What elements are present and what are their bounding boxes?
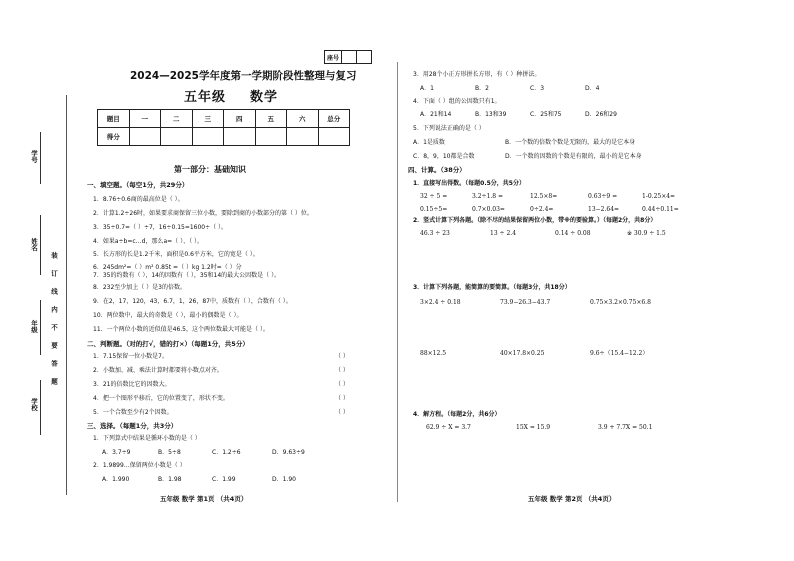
score-table-header	[98, 110, 350, 128]
seal-char: 要	[50, 342, 58, 349]
vertical-calc-item: 46.3 ÷ 23	[420, 230, 450, 237]
exam-subject: 数学	[250, 90, 279, 105]
choice-option: C．25和75	[530, 111, 562, 118]
binding-rule	[40, 300, 41, 355]
simplify-calc-item: 0.75×3.2×0.75×6.8	[590, 299, 651, 306]
simplify-calc-item: 88×12.5	[420, 350, 447, 357]
section-heading-choice: 三、选择。（每题1分，共3分）	[87, 422, 178, 430]
judge-answer-bracket[interactable]: （ ）	[335, 353, 349, 360]
binding-label-student-id: 学号	[30, 150, 38, 163]
fill-question: 10．两位数中，最大的奇数是（ ），最小的偶数是（ ）。	[93, 312, 243, 319]
oral-calc-item: 12.5×8=	[530, 193, 558, 200]
choice-option: C．8，9，10都是合数	[413, 153, 475, 160]
exam-grade: 五年级	[184, 90, 227, 105]
simplify-calc-item: 9.6÷（15.4−12.2）	[590, 350, 649, 357]
vertical-calc-item: ※ 30.9 ÷ 1.5	[627, 230, 666, 237]
seal-char: 订	[50, 270, 58, 277]
section-heading-fill: 一、填空题。（每空1分，共29分）	[87, 181, 189, 189]
choice-option: C．1.2÷6	[212, 449, 241, 456]
choice-option: B．5÷8	[158, 449, 181, 456]
subsection-heading: 1．直接写出得数。（每题0.5分，共5分）	[413, 180, 525, 187]
fill-question: 11．一个两位小数的近似值是46.5，这个两位数最大可能是（ ）。	[93, 326, 269, 333]
page-divider	[397, 62, 398, 502]
choice-option: A．1.990	[102, 476, 130, 483]
judge-question: 1．7.15保留一位小数是7。	[93, 353, 168, 360]
score-cell[interactable]	[161, 128, 193, 146]
subsection-heading: 3．计算下列各题，能简算的要简算。（每题3分，共18分）	[413, 284, 571, 291]
binding-rule	[40, 132, 41, 184]
score-cell[interactable]	[287, 128, 319, 146]
choice-question: 3．用28个小正方形拼长方形，有（ ）种拼法。	[413, 71, 541, 78]
score-header-cell: 题目	[98, 110, 130, 128]
oral-calc-item: 13−2.64=	[588, 206, 620, 213]
binding-label-grade: 年级	[30, 320, 38, 333]
vertical-calc-item: 0.14 ÷ 0.08	[555, 230, 591, 237]
choice-option: A．1是质数	[413, 139, 445, 146]
choice-option: A．1	[420, 85, 434, 92]
section-heading-judge: 二、判断题。（对的打√，错的打×）（每题1分，共5分）	[87, 340, 249, 348]
fill-question: 5．长方形的长是1.2千米，面积是0.6平方米，它的宽是（ ）。	[93, 251, 259, 258]
score-cell[interactable]	[224, 128, 256, 146]
fill-question: 1．8.76÷0.6商的最高位是（ ）。	[93, 196, 184, 203]
fill-question: 2．计算1.2÷26时，如果要求商保留三位小数，要除到商的小数部分的第（ ）位。	[93, 210, 313, 217]
oral-calc-item: 0.63÷9 =	[588, 193, 618, 200]
binding-rule	[40, 380, 41, 435]
seal-char: 装	[50, 252, 58, 259]
score-cell[interactable]	[192, 128, 224, 146]
equation-item: 15X = 15.9	[516, 424, 551, 431]
choice-option: D．4	[585, 85, 600, 92]
judge-question: 3．21的倍数比它的因数大。	[93, 381, 171, 388]
binding-label-name: 姓名	[30, 238, 38, 251]
exam-title: 2024—2025学年度第一学期阶段性整理与复习	[130, 70, 357, 82]
binding-rule	[40, 215, 41, 275]
score-header-cell: 一	[129, 110, 161, 128]
score-header-cell: 总分	[318, 110, 350, 128]
score-header-cell: 六	[287, 110, 319, 128]
score-header-cell: 二	[161, 110, 193, 128]
section-heading-calc: 四、计算。（38分）	[408, 166, 466, 174]
score-table	[97, 109, 350, 146]
equation-item: 62.9 ÷ X = 3.7	[426, 424, 471, 431]
simplify-calc-item: 40×17.8×0.25	[500, 350, 545, 357]
fill-question: 9．在2，17，120，43，6.7，1，26，87中，质数有（ ），合数有（ ）。	[93, 298, 292, 305]
seat-number-cell[interactable]	[357, 51, 372, 64]
fill-question: 6．245dm²=（ ）m² 0.85t =（ ）kg 1.2时=（ ）分	[93, 264, 242, 271]
page-footer: 五年级 数学 第1页 （共4页）	[160, 495, 248, 503]
oral-calc-item: 1-0.25×4=	[642, 193, 676, 200]
oral-calc-item: 0÷2.4=	[530, 206, 554, 213]
fill-question: 4．如果a÷b=c…d，那么a=（ ）、（ ）。	[93, 238, 203, 245]
part-heading: 第一部分：基础知识	[174, 165, 246, 174]
fill-question: 3．35÷0.7=（ ）÷7，16÷0.15=1600÷（ ）。	[93, 224, 228, 231]
oral-calc-item: 0.15÷5=	[420, 206, 448, 213]
choice-option: D．26和29	[585, 111, 617, 118]
oral-calc-item: 0.44÷0.11=	[642, 206, 679, 213]
score-header-cell: 四	[224, 110, 256, 128]
seal-char: 答	[50, 360, 58, 367]
simplify-calc-item: 73.9−26.3−43.7	[500, 299, 551, 306]
judge-answer-bracket[interactable]: （ ）	[335, 409, 349, 416]
judge-answer-bracket[interactable]: （ ）	[335, 395, 349, 402]
score-header-cell: 五	[255, 110, 287, 128]
choice-option: B．13和39	[475, 111, 507, 118]
seat-number-cell[interactable]	[342, 51, 357, 64]
choice-question: 5．下列说法正确的是（ ）	[413, 125, 485, 132]
choice-question: 1．下列算式中结果是循环小数的是（ ）	[93, 435, 201, 442]
binding-divider	[66, 95, 67, 495]
oral-calc-item: 32 ÷ 5 =	[420, 193, 448, 200]
fill-question: 8．232至少加上（ ）是3的倍数。	[93, 284, 186, 291]
seal-char: 线	[50, 288, 58, 295]
binding-label-school: 学校	[30, 398, 38, 411]
page-footer: 五年级 数学 第2页 （共4页）	[528, 495, 616, 503]
seal-char: 内	[50, 306, 58, 313]
oral-calc-item: 3.2÷1.8 =	[472, 193, 504, 200]
score-cell[interactable]	[318, 128, 350, 146]
subsection-heading: 4．解方程。（每题2分，共6分）	[413, 411, 501, 418]
score-table-row	[98, 128, 350, 146]
seal-char: 题	[50, 378, 58, 385]
seal-char: 不	[50, 324, 58, 331]
seat-number-box	[324, 50, 372, 64]
subsection-heading: 2．竖式计算下列各题。（除不尽的结果保留两位小数，带※的要验算。）（每题2分，共8分）	[413, 217, 657, 224]
choice-question: 4．下面（ ）组的公因数只有1。	[413, 98, 501, 105]
judge-answer-bracket[interactable]: （ ）	[335, 367, 349, 374]
judge-answer-bracket[interactable]: （ ）	[335, 381, 349, 388]
choice-option: C．3	[530, 85, 545, 92]
judge-question: 5．一个合数至少有2个因数。	[93, 409, 173, 416]
vertical-calc-item: 13 ÷ 2.4	[490, 230, 517, 237]
choice-option: C．1.99	[212, 476, 236, 483]
simplify-calc-item: 3×2.4 ÷ 0.18	[420, 299, 461, 306]
choice-option: B．一个数的倍数个数是无限的，最大的是它本身	[505, 139, 636, 146]
choice-option: D．一个数的因数的个数是有限的，最小的是它本身	[505, 153, 642, 160]
seat-number-label: 座号	[325, 51, 342, 64]
choice-option: B．2	[475, 85, 489, 92]
judge-question: 4．把一个图形平移后，它的位置变了，形状不变。	[93, 395, 229, 402]
equation-item: 3.9 + 7.7X = 50.1	[598, 424, 653, 431]
judge-question: 2．小数加、减、乘法计算时都要将小数点对齐。	[93, 367, 223, 374]
score-row-label: 得分	[98, 128, 130, 146]
score-cell[interactable]	[129, 128, 161, 146]
choice-question: 2．1.9899…保留两位小数是（ ）	[93, 462, 186, 469]
fill-question: 7．35的约数有（ ），14的因数有（ ），35和14的最大公因数是（ ）。	[93, 272, 281, 279]
oral-calc-item: 0.7×0.03=	[472, 206, 505, 213]
choice-option: D．9.63÷9	[272, 449, 305, 456]
score-cell[interactable]	[255, 128, 287, 146]
choice-option: B．1.98	[158, 476, 182, 483]
score-header-cell: 三	[192, 110, 224, 128]
choice-option: A．21和14	[420, 111, 452, 118]
choice-option: D．1.90	[272, 476, 296, 483]
choice-option: A．3.7÷9	[102, 449, 131, 456]
